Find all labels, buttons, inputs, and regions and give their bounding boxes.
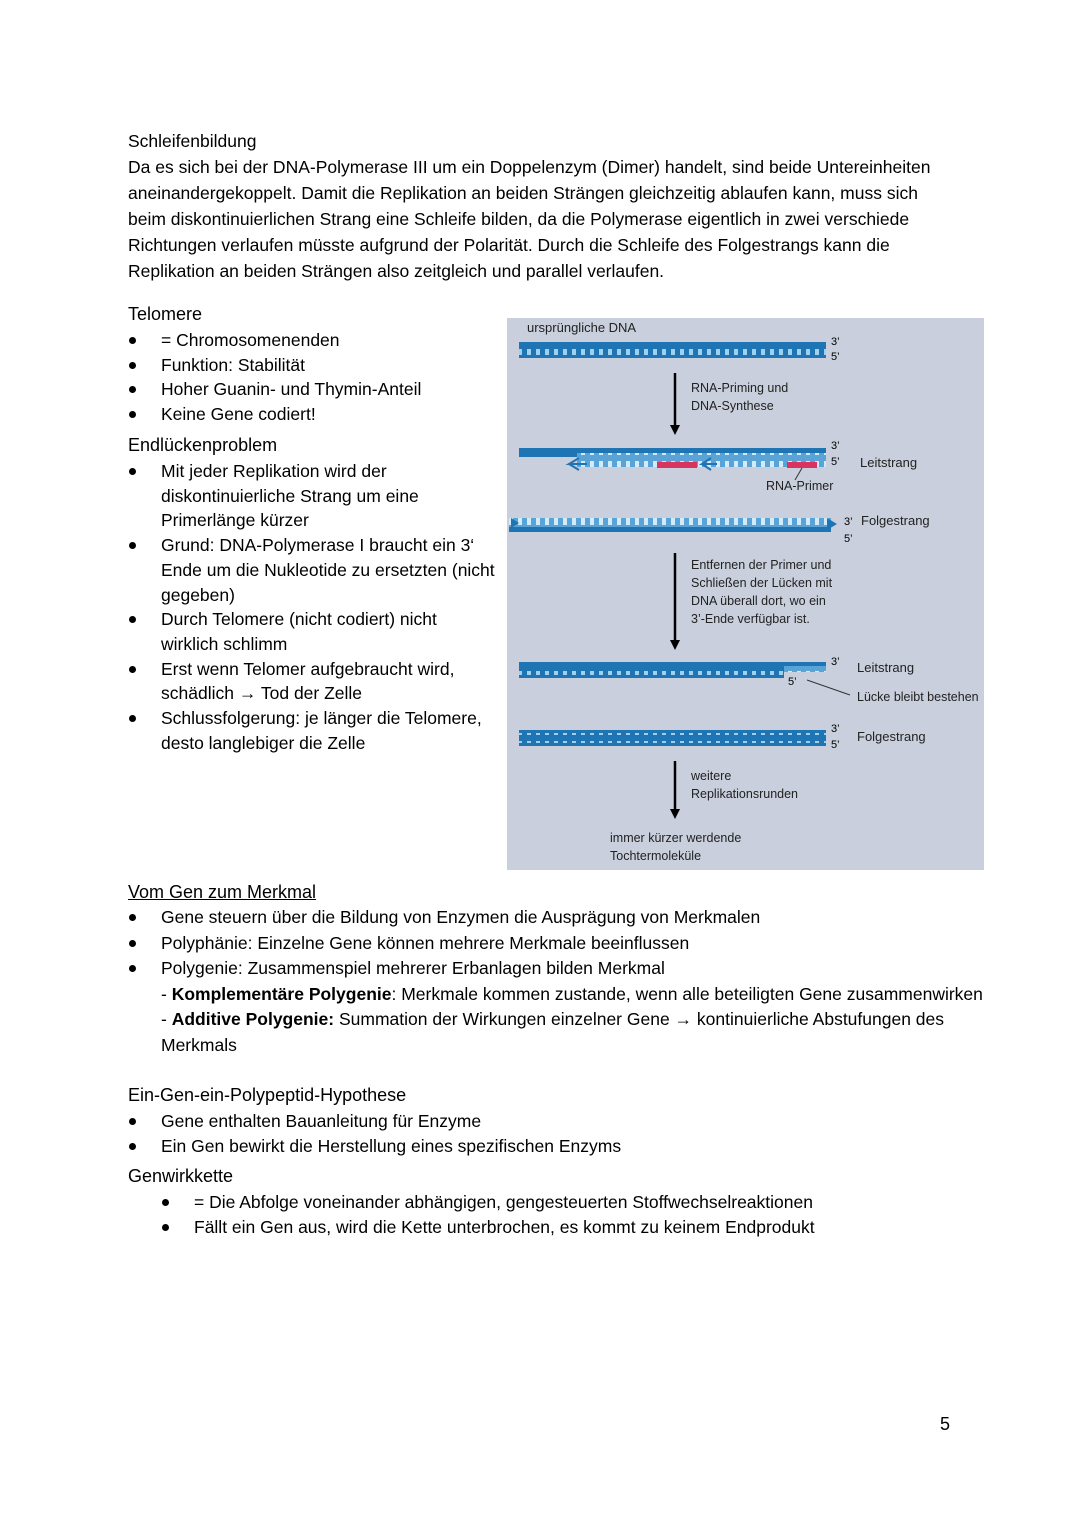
gap-remains-label: Lücke bleibt bestehen [857, 690, 979, 704]
step2-line1: Entfernen der Primer und [691, 558, 832, 572]
step2-line3: DNA überall dort, wo ein [691, 594, 826, 608]
rna-primer-segment [657, 462, 697, 468]
endgap-item: Schlussfolgerung: je länger die Telomere, desto langlebiger die Zelle [128, 706, 498, 755]
leading-strand-gap [519, 662, 826, 678]
telomere-item: Hoher Guanin- und Thymin-Anteil [128, 377, 498, 402]
ogop-list [128, 1109, 1008, 1158]
complementary-text: : Merkmale kommen zustande, wenn alle beteiligten Gene zusammenwirken [391, 983, 983, 1004]
replicating-strand-bottom [509, 518, 837, 532]
telomere-title: Telomere [128, 304, 203, 324]
complementary-polygenie: - Komplementäre Polygenie: Merkmale kommen zustande, wenn alle beteiligten Gene zusammenwirken [161, 983, 983, 1004]
endgap-title: Endlückenproblem [128, 435, 278, 455]
end-3-label: 3’ [844, 516, 853, 528]
step3-line2: Replikationsrunden [691, 787, 799, 801]
chain-item: Fällt ein Gen aus, wird die Kette unterbrochen, es kommt zu keinem Endprodukt [161, 1215, 1041, 1240]
lagging-label: Folgestrang [861, 513, 930, 528]
telomere-item: = Chromosomenenden [128, 328, 498, 353]
step3-line1: weitere [691, 769, 732, 783]
additive-polygenie: - Additive Polygenie: Summation der Wirkungen einzelner Gene → kontinuierliche Abstufungen des Merkmals [161, 1009, 945, 1055]
loop-section [128, 128, 958, 284]
complementary-label: Komplementäre Polygenie [171, 983, 392, 1004]
endgap-item: Mit jeder Replikation wird der diskontinuierliche Strang um eine Primerlänge kürzer [128, 459, 498, 533]
lagging-strand-complete [519, 730, 826, 746]
replication-diagram [507, 318, 984, 870]
end-3-label: 3’ [831, 336, 840, 348]
endgap-list [128, 459, 498, 755]
step2-line4: 3’-Ende verfügbar ist. [691, 612, 810, 626]
leading-label: Leitstrang [860, 455, 918, 470]
polygenie-text: Polygenie: Zusammenspiel mehrerer Erbanlagen bilden Merkmal [161, 958, 665, 978]
loop-title: Schleifenbildung [128, 131, 257, 151]
rna-primer-segment [787, 462, 817, 468]
leading-label: Leitstrang [857, 660, 915, 675]
gene-item [128, 956, 1008, 1058]
end-3-label: 3’ [831, 723, 840, 735]
additive-text: Summation der Wirkungen einzelner Gene → kontinuierliche Abstufungen des Merkmals [161, 1009, 945, 1055]
gene-title: Vom Gen zum Merkmal [128, 882, 317, 902]
endgap-item: Durch Telomere (nicht codiert) nicht wirklich schlimm [128, 607, 498, 656]
lagging-label: Folgestrang [857, 729, 926, 744]
telomere-item: Keine Gene codiert! [128, 402, 498, 427]
ogop-title: Ein-Gen-ein-Polypeptid-Hypothese [128, 1085, 407, 1105]
end-5-label: 5’ [831, 739, 840, 751]
page-number: 5 [940, 1414, 951, 1434]
original-dna-label: ursprüngliche DNA [527, 320, 637, 335]
end-3-label: 3’ [831, 656, 840, 668]
endgap-item: Erst wenn Telomer aufgebraucht wird, schädlich → Tod der Zelle [128, 657, 498, 706]
loop-body: Da es sich bei der DNA-Polymerase III um ein Doppelenzym (Dimer) handelt, sind beide Untereinheiten aneinandergekoppelt. Damit die Replikation an beiden Strängen gleichzeitig ablaufen kann, muss sich beim diskontinuierlichen Strang eine Schleife bilden, da die Polymerase eigentlich in zwei verschiede Richtungen verlaufen müsste aufgrund der Polarität. Durch die Schleife des Folgestrangs kann die Replikation an beiden Strängen also zeitgleich und parallel verlaufen. [128, 157, 931, 281]
end-3-label: 3’ [831, 440, 840, 452]
telomere-list [128, 328, 498, 427]
ogop-item: Gene enthalten Bauanleitung für Enzyme [128, 1109, 1008, 1134]
end-5-label: 5’ [831, 351, 840, 363]
gene-list [128, 905, 1008, 1058]
step1-line1: RNA-Priming und [691, 381, 789, 395]
gene-item: Gene steuern über die Bildung von Enzymen die Ausprägung von Merkmalen [128, 905, 1008, 931]
step2-line2: Schließen der Lücken mit [691, 576, 833, 590]
result-line1: immer kürzer werdende [610, 831, 742, 845]
chain-title: Genwirkkette [128, 1166, 234, 1186]
gene-item: Polyphänie: Einzelne Gene können mehrere Merkmale beeinflussen [128, 931, 1008, 957]
end-5-label: 5’ [844, 533, 853, 545]
chain-item: = Die Abfolge voneinander abhängigen, gengesteuerten Stoffwechselreaktionen [161, 1190, 1041, 1215]
end-5-label: 5’ [788, 676, 797, 688]
ogop-item: Ein Gen bewirkt die Herstellung eines spezifischen Enzyms [128, 1134, 1008, 1159]
original-dna-strand [519, 342, 826, 358]
result-line2: Tochtermoleküle [610, 849, 702, 863]
rna-primer-label: RNA-Primer [766, 479, 834, 493]
step1-line2: DNA-Synthese [691, 399, 774, 413]
additive-label: Additive Polygenie: [171, 1009, 335, 1029]
endgap-item: Grund: DNA-Polymerase I braucht ein 3‘ Ende um die Nukleotide zu ersetzten (nicht gegeben) [128, 533, 498, 607]
end-5-label: 5’ [831, 456, 840, 468]
chain-list [161, 1190, 1041, 1239]
telomere-item: Funktion: Stabilität [128, 353, 498, 378]
